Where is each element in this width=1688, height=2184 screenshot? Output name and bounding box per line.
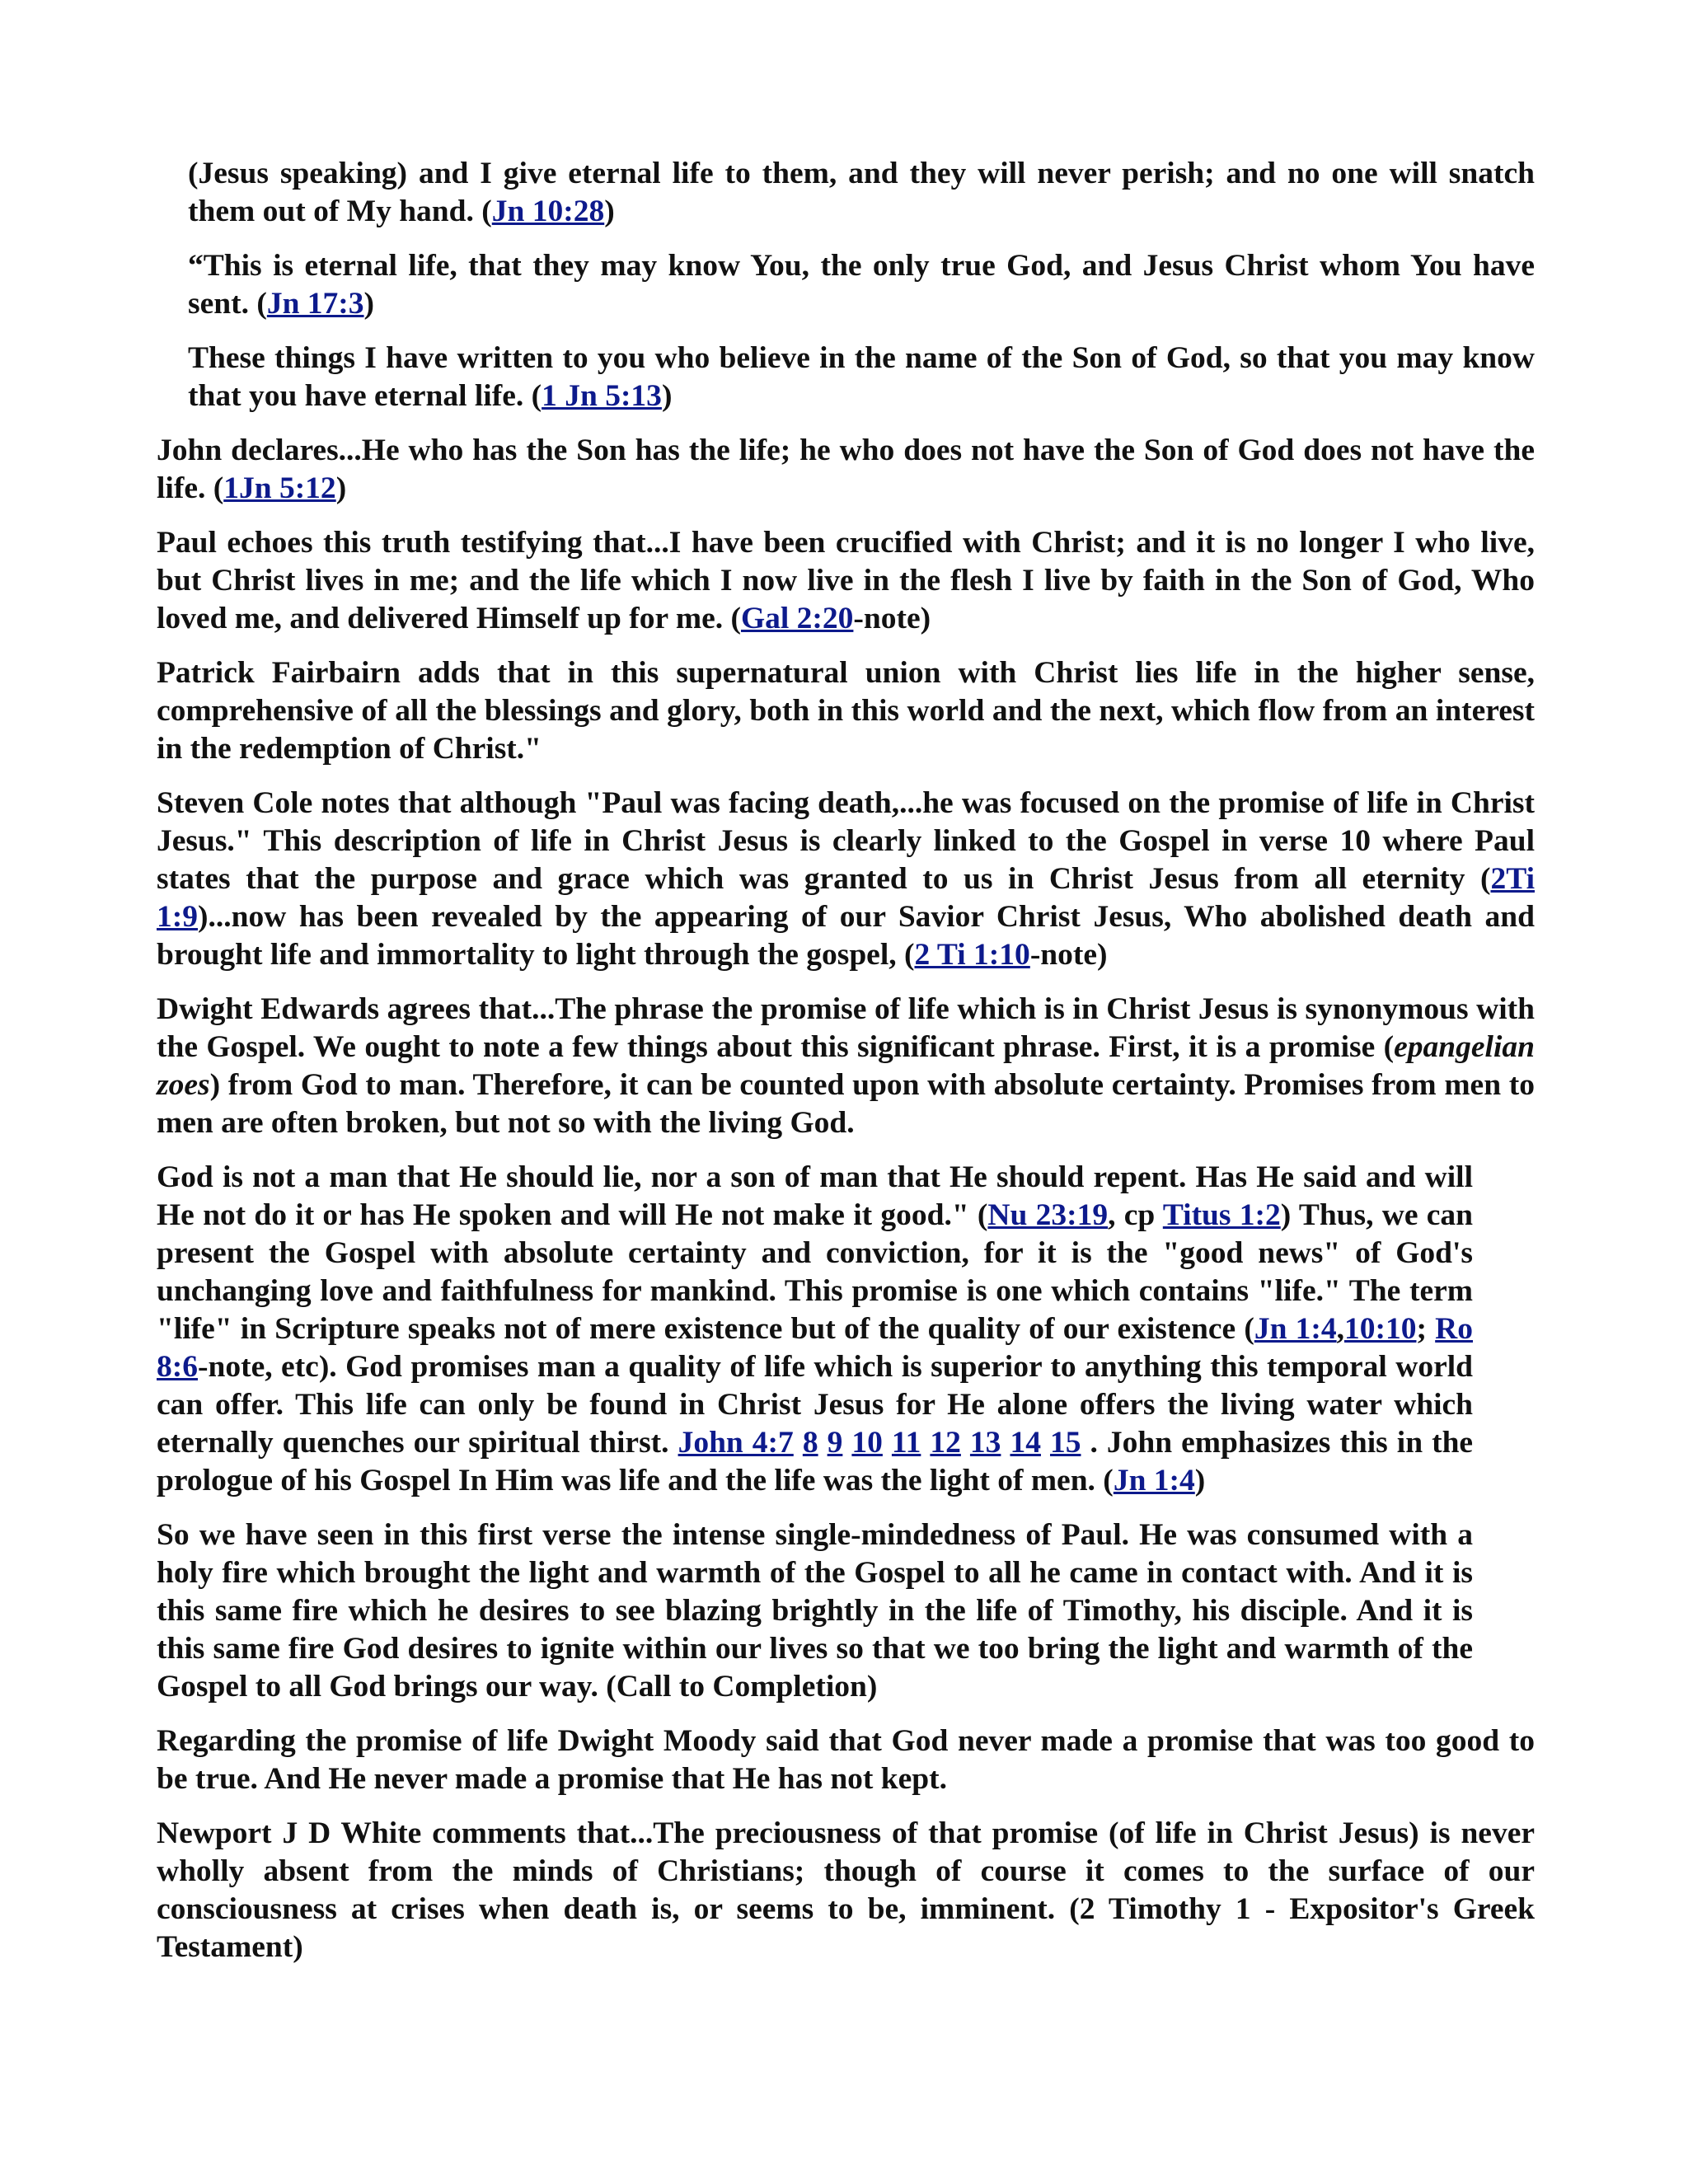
- paragraph-text: ): [1194, 1464, 1206, 1497]
- scripture-reference-link[interactable]: Jn 17:3: [266, 287, 364, 321]
- paragraph-text: ): [604, 194, 615, 228]
- scripture-reference-link[interactable]: 10:10: [1343, 1312, 1417, 1346]
- paragraph-text: [1001, 1426, 1010, 1460]
- body-paragraph: [157, 1722, 1535, 1798]
- paragraph-text: ) from God to man. Therefore, it can be counted upon with absolute certainty. Promises from men to men are often broken, but not so with the living God.: [157, 1068, 1535, 1140]
- paragraph-text: -note): [1029, 938, 1108, 972]
- paragraph-text: Regarding the promise of life Dwight Moody said that God never made a promise that was too good to be true. And He never made a promise that He has not kept.: [157, 1724, 1535, 1796]
- paragraph-text: )...now has been revealed by the appearing of our Savior Christ Jesus, Who abolished death and brought life and immortality to light through the gospel, (: [157, 900, 1535, 972]
- body-paragraph: [157, 785, 1535, 974]
- italic-greek-term: epangelian zoes: [157, 1030, 1535, 1102]
- paragraph-text: God is not a man that He should lie, nor a son of man that He should repent. Has He said and will He not do it or has He spoken and will He not make it good." (: [157, 1160, 1473, 1232]
- scripture-reference-link[interactable]: Jn 1:4: [1113, 1464, 1195, 1497]
- paragraph-text: [842, 1426, 851, 1460]
- paragraph-text: ,: [1336, 1312, 1344, 1346]
- paragraph-text: ): [363, 287, 375, 321]
- body-paragraph: [157, 991, 1535, 1142]
- paragraph-text: ): [335, 471, 347, 505]
- paragraph-text: ) Thus, we can present the Gospel with absolute certainty and conviction, for it is the "good news" of God's unchanging love and faithfulness for mankind. This promise is one which contains "life." The term "life" in Scripture speaks not of mere existence but of the quality of our existence (: [157, 1198, 1473, 1346]
- scripture-reference-link[interactable]: 2Ti 1:9: [157, 862, 1535, 934]
- scripture-reference-link[interactable]: 15: [1049, 1426, 1081, 1460]
- scripture-reference-link[interactable]: 8: [802, 1426, 818, 1460]
- paragraph-text: [794, 1426, 803, 1460]
- paragraph-text: , cp: [1108, 1198, 1163, 1232]
- scripture-reference-link[interactable]: 13: [969, 1426, 1001, 1460]
- paragraph-text: -note): [853, 602, 931, 635]
- paragraph-text: Paul echoes this truth testifying that...I have been crucified with Christ; and it is no longer I who live, but Christ lives in me; and the life which I now live in the flesh I live by faith in the Son of God, Who loved me, and delivered Himself up for me. (: [157, 526, 1535, 635]
- scripture-reference-link[interactable]: Jn 1:4: [1254, 1312, 1337, 1346]
- scripture-reference-link[interactable]: 11: [891, 1426, 921, 1460]
- scripture-quote-paragraph: [188, 247, 1535, 323]
- body-paragraph: [157, 1815, 1535, 1966]
- scripture-reference-link[interactable]: 12: [930, 1426, 961, 1460]
- paragraph-text: . John emphasizes this in the prologue of his Gospel In Him was life and the life was the light of men. (: [157, 1426, 1474, 1497]
- paragraph-text: ): [661, 379, 673, 413]
- body-paragraph: [157, 432, 1535, 508]
- body-paragraph: [157, 524, 1535, 638]
- scripture-reference-link[interactable]: 1 Jn 5:13: [542, 379, 662, 413]
- scripture-reference-link[interactable]: Gal 2:20: [740, 602, 854, 635]
- paragraph-text: [1041, 1426, 1050, 1460]
- paragraph-text: Patrick Fairbairn adds that in this supernatural union with Christ lies life in the higher sense, comprehensive of all the blessings and glory, both in this world and the next, which flow from an interest in the redemption of Christ.": [157, 656, 1535, 766]
- body-paragraph: [157, 1516, 1473, 1706]
- paragraph-text: [883, 1426, 892, 1460]
- paragraph-text: “This is eternal life, that they may know You, the only true God, and Jesus Christ whom You have sent. (: [188, 249, 1535, 321]
- paragraph-text: ;: [1416, 1312, 1436, 1346]
- document-body: [157, 155, 1535, 1983]
- paragraph-text: So we have seen in this first verse the intense single-mindedness of Paul. He was consumed with a holy fire which brought the light and warmth of the Gospel to all he came in contact with. And it is this same fire which he desires to see blazing brightly in the life of Timothy, his disciple. And it is this same fire God desires to ignite within our lives so that we too bring the light and warmth of the Gospel to all God brings our way. (Call to Completion): [157, 1518, 1473, 1704]
- scripture-reference-link[interactable]: 9: [827, 1426, 843, 1460]
- paragraph-text: (Jesus speaking) and I give eternal life to them, and they will never perish; and no one will snatch them out of My hand. (: [188, 157, 1535, 228]
- scripture-reference-link[interactable]: 2 Ti 1:10: [914, 938, 1030, 972]
- paragraph-text: [818, 1426, 828, 1460]
- scripture-reference-link[interactable]: 1Jn 5:12: [223, 471, 336, 505]
- paragraph-text: [961, 1426, 970, 1460]
- paragraph-text: These things I have written to you who believe in the name of the Son of God, so that you may know that you have eternal life. (: [188, 341, 1535, 413]
- paragraph-text: -note, etc). God promises man a quality of life which is superior to anything this temporal world can offer. This life can only be found in Christ Jesus for He alone offers the living water which eternally quenches our spiritual thirst.: [157, 1350, 1473, 1460]
- scripture-quote-paragraph: [188, 340, 1535, 415]
- scripture-reference-link[interactable]: Nu 23:19: [987, 1198, 1109, 1232]
- paragraph-text: John declares...He who has the Son has the life; he who does not have the Son of God does not have the life. (: [157, 434, 1535, 505]
- paragraph-text: Dwight Edwards agrees that...The phrase the promise of life which is in Christ Jesus is synonymous with the Gospel. We ought to note a few things about this significant phrase. First, it is a promise (: [157, 992, 1535, 1064]
- scripture-quote-paragraph: [188, 155, 1535, 231]
- scripture-reference-link[interactable]: Jn 10:28: [491, 194, 605, 228]
- scripture-reference-link[interactable]: 14: [1010, 1426, 1041, 1460]
- scripture-reference-link[interactable]: Titus 1:2: [1162, 1198, 1281, 1232]
- paragraph-text: Newport J D White comments that...The preciousness of that promise (of life in Christ Jesus) is never wholly absent from the minds of Christians; though of course it comes to the surface of our consciousness at crises when death is, or seems to be, imminent. (2 Timothy 1 - Expositor's Greek Testament): [157, 1816, 1535, 1964]
- scripture-reference-link[interactable]: 10: [851, 1426, 883, 1460]
- body-paragraph: [157, 1159, 1473, 1500]
- paragraph-text: [921, 1426, 930, 1460]
- scripture-reference-link[interactable]: John 4:7: [678, 1426, 794, 1460]
- body-paragraph: [157, 654, 1535, 768]
- scripture-reference-link[interactable]: Ro 8:6: [157, 1312, 1473, 1384]
- paragraph-text: Steven Cole notes that although "Paul was facing death,...he was focused on the promise of life in Christ Jesus." This description of life in Christ Jesus is clearly linked to the Gospel in verse 10 where Paul states that the purpose and grace which was granted to us in Christ Jesus from all eternity (: [157, 786, 1535, 896]
